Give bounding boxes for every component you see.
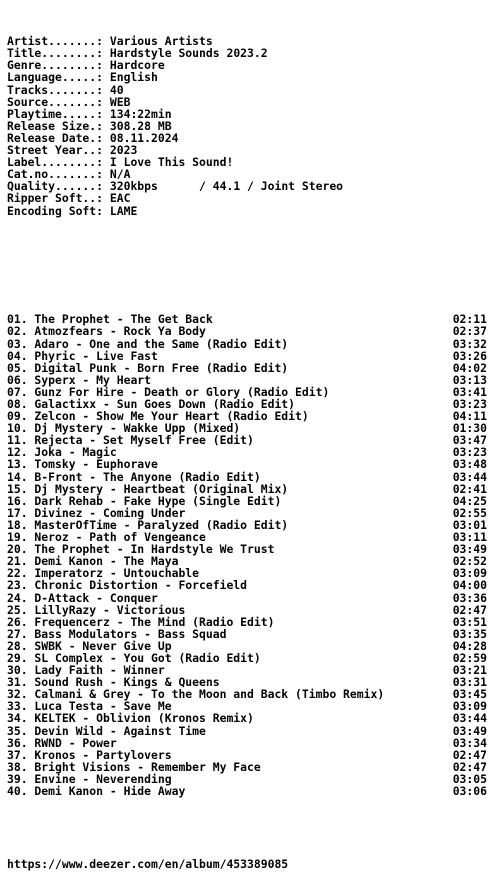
release-nfo-text	[7, 11, 493, 882]
track-title: 40. Demi Kanon - Hide Away	[7, 784, 186, 798]
info-key: Quality......:	[7, 179, 104, 194]
track-title: 02. Atmozfears - Rock Ya Body	[7, 324, 206, 339]
track-title: 01. The Prophet - The Get Back	[7, 312, 213, 327]
track-title: 05. Digital Punk - Born Free (Radio Edit)	[7, 360, 289, 375]
track-duration: 02:47	[452, 747, 487, 762]
track-duration: 03:31	[452, 675, 487, 690]
track-title: 10. Dj Mystery - Wakke Upp (Mixed)	[7, 421, 241, 436]
spacer	[7, 821, 493, 833]
track-title: 08. Galactixx - Sun Goes Down (Radio Edit)	[7, 397, 296, 411]
track-title: 31. Sound Rush - Kings & Queens	[7, 675, 220, 690]
track-duration: 04:11	[452, 409, 487, 424]
track-duration: 03:51	[452, 614, 487, 629]
track-duration: 04:02	[452, 360, 487, 375]
track-duration: 03:23	[452, 445, 487, 460]
track-title: 06. Syperx - My Heart	[7, 372, 152, 387]
track-row	[7, 616, 493, 628]
track-duration: 03:26	[452, 348, 487, 363]
track-title: 23. Chronic Distortion - Forcefield	[7, 578, 248, 593]
track-title: 34. KELTEK - Oblivion (Kronos Remix)	[7, 711, 254, 726]
track-title: 36. RWND - Power	[7, 735, 117, 750]
info-value: Hardcore	[109, 58, 165, 73]
track-title: 35. Devin Wild - Against Time	[7, 723, 206, 738]
spacer	[7, 277, 493, 289]
track-duration: 03:48	[452, 457, 487, 472]
info-value: EAC	[109, 191, 131, 206]
source-url: https://www.deezer.com/en/album/453389085	[7, 856, 289, 871]
info-key: Label........:	[7, 155, 104, 170]
track-title: 38. Bright Visions - Remember My Face	[7, 759, 261, 774]
track-duration: 02:11	[452, 312, 487, 327]
track-row	[7, 773, 493, 785]
track-row	[7, 761, 493, 773]
track-row	[7, 712, 493, 724]
info-value: WEB	[109, 94, 131, 109]
track-row	[7, 725, 493, 737]
track-row	[7, 458, 493, 470]
info-key: Language.....:	[7, 70, 104, 85]
track-duration: 03:32	[452, 336, 487, 351]
track-title: 29. SL Complex - You Got (Radio Edit)	[7, 650, 261, 665]
track-row	[7, 579, 493, 591]
info-value: 08.11.2024	[109, 130, 179, 145]
track-duration: 03:44	[452, 469, 487, 484]
info-value: 40	[109, 82, 124, 97]
track-duration: 03:49	[452, 723, 487, 738]
release-info-block	[7, 35, 493, 216]
track-title: 17. Divinez - Coming Under	[7, 505, 186, 520]
track-title: 26. Frequencerz - The Mind (Radio Edit)	[7, 614, 275, 629]
track-duration: 03:41	[452, 384, 487, 399]
track-row	[7, 471, 493, 483]
track-duration: 02:52	[452, 554, 487, 569]
info-key: Artist.......:	[7, 34, 104, 49]
info-key: Genre........:	[7, 58, 104, 73]
track-row	[7, 338, 493, 350]
track-duration: 03:06	[452, 784, 487, 798]
info-key: Encoding Soft:	[7, 203, 104, 218]
track-duration: 03:23	[452, 397, 487, 411]
track-duration: 02:37	[452, 324, 487, 339]
track-duration: 03:09	[452, 566, 487, 581]
track-title: 22. Imperatorz - Untouchable	[7, 566, 200, 581]
track-title: 20. The Prophet - In Hardstyle We Trust	[7, 542, 275, 557]
track-title: 12. Joka - Magic	[7, 445, 117, 460]
track-title: 28. SWBK - Never Give Up	[7, 638, 172, 653]
track-duration: 02:47	[452, 602, 487, 617]
track-title: 18. MasterOfTime - Paralyzed (Radio Edit)	[7, 517, 289, 532]
info-value: Various Artists	[109, 34, 213, 49]
track-title: 11. Rejecta - Set Myself Free (Edit)	[7, 433, 254, 448]
track-title: 24. D-Attack - Conquer	[7, 590, 158, 605]
track-title: 33. Luca Testa - Save Me	[7, 699, 172, 714]
track-duration: 02:47	[452, 759, 487, 774]
track-duration: 03:13	[452, 372, 487, 387]
info-value: Hardstyle Sounds 2023.2	[109, 46, 268, 61]
info-key: Release Date.:	[7, 130, 104, 145]
info-key: Release Size.:	[7, 118, 104, 133]
track-row	[7, 785, 493, 797]
track-duration: 03:36	[452, 590, 487, 605]
track-duration: 03:45	[452, 687, 487, 702]
track-title: 15. Dj Mystery - Heartbeat (Original Mix)	[7, 481, 289, 496]
track-duration: 03:05	[452, 771, 487, 786]
info-key: Street Year..:	[7, 143, 104, 158]
track-title: 32. Calmani & Grey - To the Moon and Back (Timbo Remix)	[7, 687, 385, 702]
track-title: 03. Adaro - One and the Same (Radio Edit)	[7, 336, 289, 351]
info-value: 2023	[109, 143, 138, 158]
track-title: 13. Tomsky - Euphorave	[7, 457, 158, 472]
tracklist	[7, 313, 493, 797]
info-key: Cat.no.......:	[7, 167, 104, 182]
track-duration: 04:00	[452, 578, 487, 593]
track-duration: 03:34	[452, 735, 487, 750]
track-row	[7, 483, 493, 495]
track-duration: 03:01	[452, 517, 487, 532]
track-title: 09. Zelcon - Show Me Your Heart (Radio Edit)	[7, 409, 309, 424]
track-row	[7, 749, 493, 761]
info-value: English	[109, 70, 158, 85]
track-duration: 03:44	[452, 711, 487, 726]
track-row	[7, 362, 493, 374]
track-duration: 03:35	[452, 626, 487, 641]
info-row	[7, 205, 493, 217]
track-title: 25. LillyRazy - Victorious	[7, 602, 186, 617]
info-key: Source.......:	[7, 94, 104, 109]
track-title: 27. Bass Modulators - Bass Squad	[7, 626, 227, 641]
info-key: Playtime.....:	[7, 106, 104, 121]
info-value: N/A	[109, 167, 131, 182]
track-duration: 03:11	[452, 530, 487, 545]
track-row	[7, 737, 493, 749]
track-title: 39. Envine - Neverending	[7, 771, 172, 786]
track-duration: 02:55	[452, 505, 487, 520]
track-title: 04. Phyric - Live Fast	[7, 348, 158, 363]
track-row	[7, 592, 493, 604]
info-value: 320kbps / 44.1 / Joint Stereo	[109, 179, 344, 194]
info-key: Tracks.......:	[7, 82, 104, 97]
track-duration: 03:21	[452, 663, 487, 678]
track-duration: 02:59	[452, 650, 487, 665]
info-key: Title........:	[7, 46, 104, 61]
track-duration: 04:25	[452, 493, 487, 508]
info-value: I Love This Sound!	[109, 155, 234, 170]
track-row	[7, 604, 493, 616]
track-title: 07. Gunz For Hire - Death or Glory (Radio Edit)	[7, 384, 330, 399]
track-duration: 01:30	[452, 421, 487, 436]
track-duration: 03:47	[452, 433, 487, 448]
info-value: LAME	[109, 203, 138, 218]
track-title: 16. Dark Rehab - Fake Hype (Single Edit)	[7, 493, 282, 508]
info-value: 134:22min	[109, 106, 172, 121]
track-row	[7, 325, 493, 337]
track-duration: 04:28	[452, 638, 487, 653]
track-title: 21. Demi Kanon - The Maya	[7, 554, 179, 569]
track-duration: 03:09	[452, 699, 487, 714]
spacer	[7, 241, 493, 253]
track-title: 19. Neroz - Path of Vengeance	[7, 530, 206, 545]
track-duration: 03:49	[452, 542, 487, 557]
info-value: 308.28 MB	[109, 118, 172, 133]
track-title: 14. B-Front - The Anyone (Radio Edit)	[7, 469, 261, 484]
track-row	[7, 350, 493, 362]
track-title: 30. Lady Faith - Winner	[7, 663, 165, 678]
info-key: Ripper Soft..:	[7, 191, 104, 206]
track-title: 37. Kronos - Partylovers	[7, 747, 172, 762]
track-duration: 02:41	[452, 481, 487, 496]
